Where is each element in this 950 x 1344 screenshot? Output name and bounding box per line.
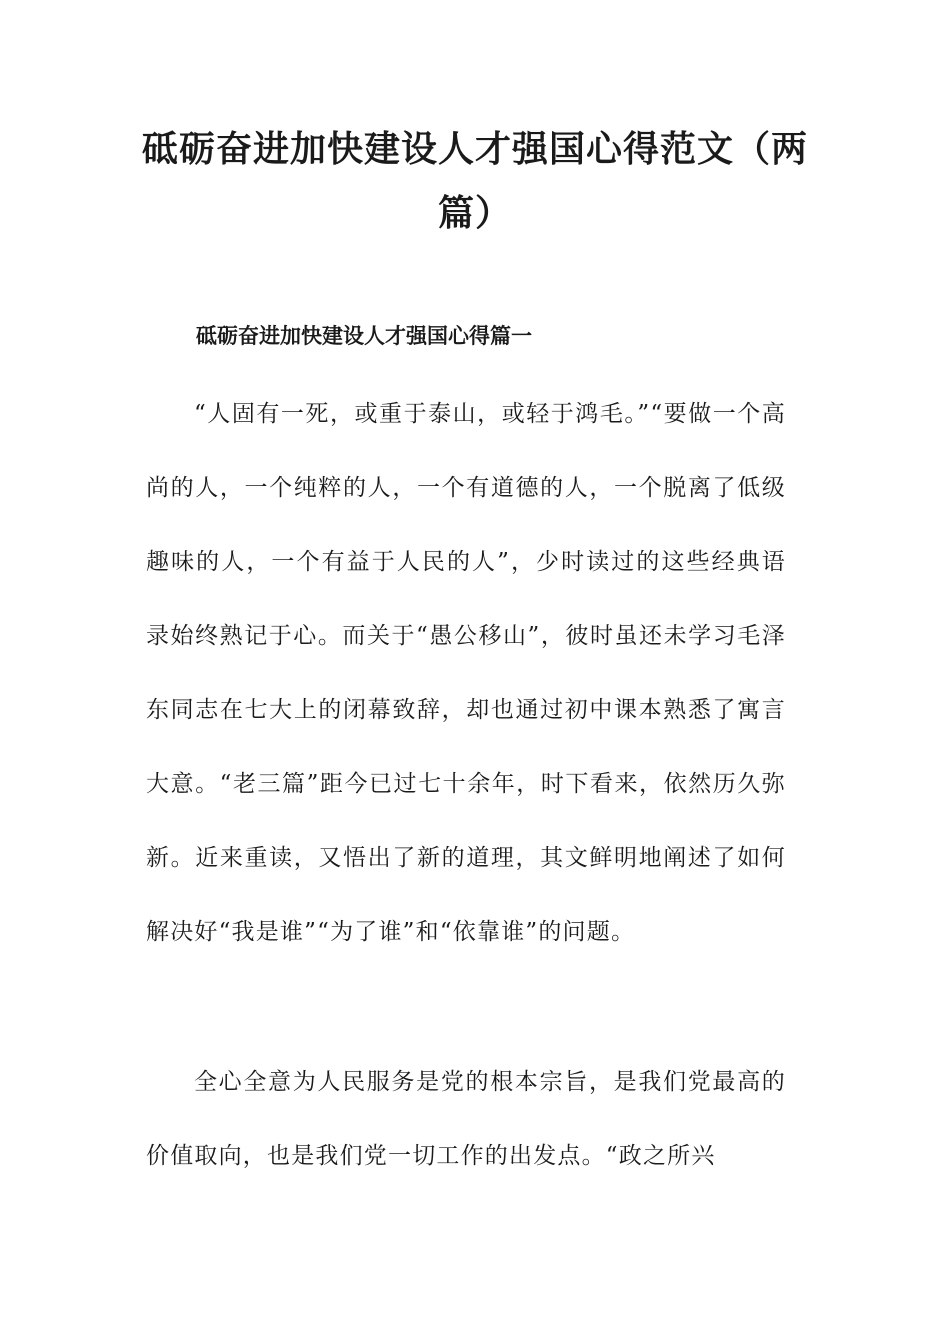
section-heading: 砥砺奋进加快建设人才强国心得篇一 — [196, 324, 532, 348]
body-paragraph-1: “人固有一死，或重于泰山，或轻于鸿毛。”“要做一个高尚的人，一个纯粹的人，一个有道德的人，一个脱离了低级趣味的人，一个有益于人民的人”，少时读过的这些经典语录始终熟记于心。而关于“愚公移山”，彼时虽还未学习毛泽东同志在七大上的闭幕致辞，却也通过初中课本熟悉了寓言大意。“老三篇”距今已过七十余年，时下看来，依然历久弥新。近来重读，又悟出了新的道理，其文鲜明地阐述了如何解决好“我是谁”“为了谁”和“依靠谁”的问题。 — [146, 401, 786, 945]
document-title: 砥砺奋进加快建设人才强国心得范文（两篇） — [141, 129, 808, 234]
body-paragraph-2: 全心全意为人民服务是党的根本宗旨，是我们党最高的价值取向，也是我们党一切工作的出发点。“政之所兴 — [146, 1069, 786, 1169]
